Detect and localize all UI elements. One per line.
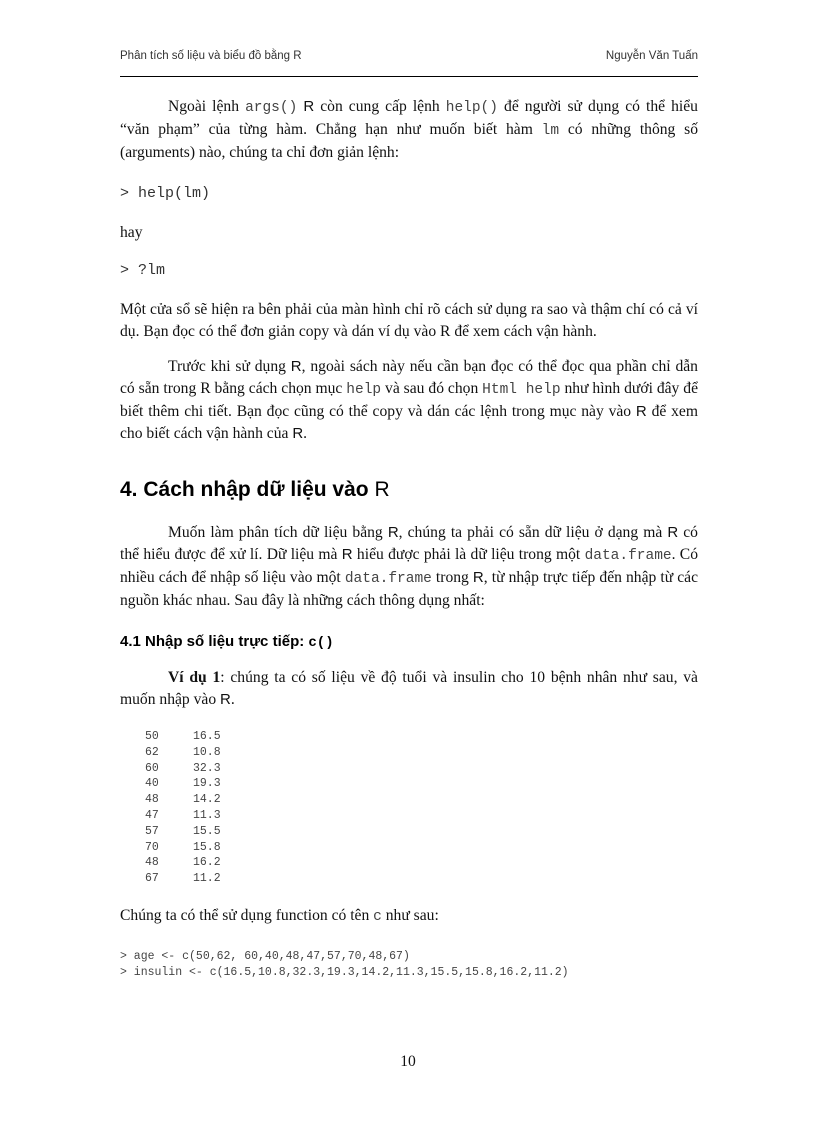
insulin-cell: 32.3 bbox=[193, 761, 221, 775]
paragraph-help-intro bbox=[120, 96, 698, 164]
code-insulin: > insulin <- c(16.5,10.8,32.3,19.3,14.2,11.3,15.5,15.8,16.2,11.2) bbox=[120, 966, 569, 979]
table-row bbox=[145, 761, 221, 777]
paragraph-html-help bbox=[120, 356, 698, 445]
insulin-cell: 10.8 bbox=[193, 745, 221, 759]
text: , ngoài sách này nếu cần bạn đọc có thể đọc qua phần chỉ dẫn có sẵn trong R bằng cách chọn mục bbox=[120, 358, 698, 397]
inline-code: lm bbox=[541, 123, 560, 139]
r-term: R bbox=[292, 425, 304, 442]
text: để xem cho biết cách vận hành của bbox=[120, 403, 698, 442]
example-label: Ví dụ 1 bbox=[168, 669, 221, 686]
inline-code: help() bbox=[445, 100, 498, 116]
r-term: R bbox=[374, 478, 390, 501]
age-cell: 62 bbox=[145, 745, 159, 759]
inline-code: c() bbox=[308, 635, 334, 651]
text: có thể hiểu được để xử lí. Dữ liệu mà bbox=[120, 524, 698, 563]
insulin-cell: 15.5 bbox=[193, 824, 221, 838]
inline-code: data.frame bbox=[344, 571, 432, 587]
text: có những thông số (arguments) nào, chúng ta chỉ đơn giản lệnh: bbox=[120, 121, 699, 161]
text: Chúng ta có thể sử dụng function có tên bbox=[120, 907, 374, 924]
subsection-title bbox=[120, 633, 334, 651]
section-title-text: 4. Cách nhập dữ liệu vào bbox=[120, 478, 375, 501]
insulin-cell: 11.2 bbox=[193, 872, 221, 886]
table-row bbox=[145, 871, 221, 887]
text: Trước khi sử dụng bbox=[168, 358, 291, 375]
age-cell: 57 bbox=[145, 824, 159, 838]
insulin-cell: 11.3 bbox=[193, 808, 221, 822]
text: , chúng ta phải có sẵn dữ liệu ở dạng mà bbox=[398, 524, 668, 541]
r-term: R bbox=[635, 403, 647, 420]
text: Ngoài lệnh bbox=[168, 98, 246, 115]
text: như hình dưới đây để biết thêm chi tiết. Bạn đọc cũng có thể copy và dán các lệnh trong mục này vào bbox=[120, 380, 698, 420]
text: hiểu được phải là dữ liệu trong một bbox=[352, 546, 585, 563]
inline-code: c bbox=[373, 909, 382, 925]
insulin-cell: 15.8 bbox=[193, 840, 221, 854]
text: . bbox=[303, 425, 308, 442]
text: . Có nhiều cách để nhập số liệu vào một bbox=[120, 546, 698, 586]
text: , từ nhập trực tiếp đến nhập từ các nguồn khác nhau. Sau đây là những cách thông dụng nhất: bbox=[120, 569, 698, 609]
table-row bbox=[145, 808, 221, 824]
age-cell: 50 bbox=[145, 730, 159, 743]
text: còn cung cấp lệnh bbox=[314, 98, 446, 115]
text: như sau: bbox=[381, 907, 439, 924]
age-cell: 48 bbox=[145, 793, 159, 807]
header-author: Nguyễn Văn Tuấn bbox=[605, 50, 698, 62]
insulin-cell: 16.5 bbox=[193, 730, 221, 743]
table-row bbox=[145, 776, 221, 792]
r-term: R bbox=[341, 546, 353, 563]
r-term: R bbox=[303, 98, 315, 115]
paragraph-window: Một cửa sổ sẽ hiện ra bên phải của màn hình chỉ rõ cách sử dụng ra sao và thậm chí có cả ví dụ. Bạn đọc có thể đơn giản copy và dán ví dụ vào R để xem cách vận hành. bbox=[120, 301, 698, 340]
text: và sau đó chọn bbox=[381, 380, 483, 397]
table-row bbox=[145, 840, 221, 856]
header-rule bbox=[120, 76, 698, 77]
table-row bbox=[145, 855, 221, 871]
page-number: 10 bbox=[400, 1053, 416, 1070]
text: trong bbox=[431, 569, 473, 586]
data-table bbox=[145, 729, 221, 887]
text: . bbox=[230, 691, 235, 708]
age-cell: 47 bbox=[145, 808, 159, 822]
text: để người sử dụng có thể hiểu “văn phạm” của từng hàm. Chẳng hạn như muốn biết hàm bbox=[120, 98, 698, 138]
paragraph-function-c bbox=[120, 905, 698, 928]
paragraph-data-frame bbox=[120, 522, 698, 612]
command-question: > ?lm bbox=[120, 262, 166, 279]
command-help: > help(lm) bbox=[120, 185, 211, 202]
subsection-title-text: 4.1 Nhập số liệu trực tiếp: bbox=[120, 633, 309, 650]
header-title: Phân tích số liệu và biểu đồ bằng R bbox=[120, 50, 302, 62]
insulin-cell: 19.3 bbox=[193, 777, 221, 791]
inline-code: data.frame bbox=[584, 548, 672, 564]
inline-code: help bbox=[346, 382, 382, 398]
code-age: > age <- c(50,62, 60,40,48,47,57,70,48,67) bbox=[120, 950, 410, 963]
inline-code: args() bbox=[245, 100, 298, 116]
age-cell: 60 bbox=[145, 761, 159, 775]
text: Muốn làm phân tích dữ liệu bằng bbox=[168, 524, 388, 541]
r-term: R bbox=[472, 569, 484, 586]
table-row bbox=[145, 792, 221, 808]
r-term: R bbox=[387, 524, 399, 541]
inline-code: Html help bbox=[482, 382, 561, 398]
table-row bbox=[145, 745, 221, 761]
section-title bbox=[120, 478, 390, 502]
data-table-body bbox=[145, 729, 221, 887]
age-cell: 40 bbox=[145, 777, 159, 791]
insulin-cell: 14.2 bbox=[193, 793, 221, 807]
text: : chúng ta có số liệu về độ tuổi và insulin cho 10 bệnh nhân như sau, và muốn nhập vào bbox=[120, 669, 698, 708]
r-term: R bbox=[667, 524, 679, 541]
paragraph-hay: hay bbox=[120, 224, 143, 241]
r-term: R bbox=[220, 691, 231, 708]
table-row bbox=[145, 729, 221, 745]
r-term: R bbox=[290, 358, 302, 375]
paragraph-example bbox=[120, 667, 698, 711]
insulin-cell: 16.2 bbox=[193, 856, 221, 870]
age-cell: 67 bbox=[145, 872, 159, 886]
age-cell: 70 bbox=[145, 840, 159, 854]
table-row bbox=[145, 824, 221, 840]
age-cell: 48 bbox=[145, 856, 159, 870]
